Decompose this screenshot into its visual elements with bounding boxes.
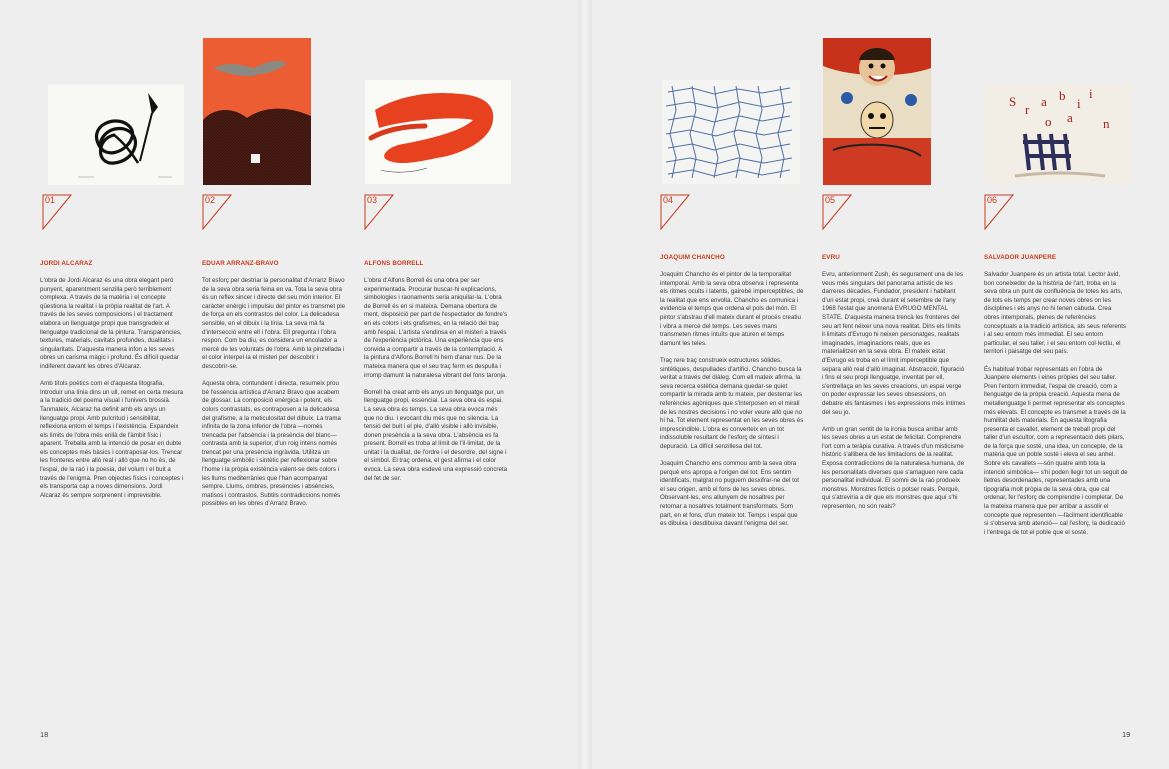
artist-name: EDUAR ARRANZ-BRAVO <box>202 260 279 267</box>
artist-name: JORDI ALCARAZ <box>40 260 93 267</box>
artist-text-column <box>202 277 346 518</box>
page-number-left: 18 <box>40 730 49 739</box>
paragraph: Tot esforç per destriar la personalitat d'Arranz Bravo de la seva obra seria feina en va. Tota la seva obra és un reflex sincer i directe del seu món interior. El caràcter enèrgic i impulsiu del pintor es transmet ple de força en els contrastos del color. La delicadesa sensible, en el dibuix i la línia. La seva mà fa d'intersecció entre ell i l'obra. Ell pregunta i l'obra respon. Com ba diu, es considera un encolador a mercè de les voluntats de l'obra. Amb la pinzellada i el color interpel·la el misteri per descobrir i descobrir-se. <box>202 277 346 370</box>
entry-number-01: 01 <box>42 194 72 230</box>
artwork-letter: r <box>1025 102 1030 117</box>
artwork-letter: S <box>1009 94 1017 109</box>
paragraph: Joaquim Chancho és el pintor de la temporalitat intemporal. Amb la seva obra observa i representa els ritmes ocults i latents, gairebé imperceptibles, de la realitat que ens envolta. Chancho es comunica i evidencia el temps que ordena el pols del món. El pintor s'abstrau d'ell mateix durant el procés creatiu i vibra a mercè del temps. Les seves mans transmeten ritmes intuïts que aturen el temps damunt les teles. <box>660 271 804 347</box>
entry-number-02: 02 <box>202 194 232 230</box>
entry-number-03: 03 <box>364 194 394 230</box>
artist-text-column <box>984 271 1128 546</box>
entry-number-06: 06 <box>984 194 1014 230</box>
artwork-letter: i <box>1089 86 1093 101</box>
paragraph: Aquesta obra, contundent i directa, resumeix prou bé l'essència artística d'Arranz Bravo que acabem de glossar. La composició enèrgica i potent, els colors contrastats, es contraposen a la delicadesa del grafisme, a la meticulositat del dibuix. La trama infinita de la zona inferior de l'obra —només trencada per l'absència i la presència del blanc— contrasta amb la superior, d'un roig intens només trencat per una presència ingràvida. Utilitza un llenguatge simbòlic i sintètic per reflexionar sobre l'home i la pròpia existència valent-se dels colors i les llums mediterrànies que l'han acompanyat sempre. Llums, ombres, presències i absències, matisos i contrastos. Subtils contradiccions només possibles en les obres d'Arranz Bravo. <box>202 380 341 508</box>
artwork-letter: n <box>1103 116 1110 131</box>
paragraph: Amb un gran sentit de la ironia busca arribar amb les seves obres a un estat de felicitat. Comprendre l'ort com a teràpia curativa. A través d'un misticisme històric s'allibera de les limitacions de la realitat. Exposa contradiccions de la naturalesa humana, de les personalitats diverses que s'amaguen rere cada personalitat individual. El somni de la raó produeix monstres. Monstres fictícis o potser reals. Perquè, qui s'atreviria a dir que els monstres que aquí s'hi representen, no són reals? <box>822 425 965 511</box>
artwork-letter: i <box>1077 96 1081 111</box>
paragraph: Joaquim Chancho ens commou amb la seva obra perquè ens apropa a l'origen del tot. Ens sentim identificats, malgrat no puguem desxifrar-ne del tot el seu origen, amb el fons de les seves obres. Observant-les, ens allunyem de nosaltres per retornar a nosaltres totalment transformats. Som part, en el fons, d'un mateix tot. Temps i espai que es dibuixa i desdibuixa davant l'enigma del ser. <box>660 460 799 528</box>
page-number-right: 19 <box>1122 730 1131 739</box>
artist-text-column <box>822 271 966 520</box>
artwork-03-thumbnail <box>365 80 511 184</box>
artist-text-column <box>40 277 184 509</box>
paragraph: Traç rere traç construeix estructures sòlides, sintètiques, despullades d'artifici. Chancho busca la veritat a través del diàleg. Com ell mateix afirma, la seva recerca estètica demana quedar-se quiet compartir la mirada amb tu mateix, per desterrar les referències agòniques que s'interposen en el mirall de les nostres decisions i no voler veure allò que no hi ha. Tot element representat en les seves obres és imprescindible. L'obra es converteix en un tot indissoluble resultant de l'esforç de síntesi i depuració. La difícil senzillesa del tot. <box>660 356 804 450</box>
red-abstract-artwork-icon <box>203 38 311 185</box>
artist-text-column <box>364 277 508 492</box>
scribble-artwork-icon <box>48 85 184 185</box>
paragraph: L'obra d'Alfons Borrell és una obra per ser experimentada. Procurar buscar-hi explicacions, simbologies i raonaments seria aniquilar-la. L'obra de Borrell és en si mateixa. Demana obertura de ment, disposició per part de l'espectador de fondre's en els colors i els grafismes, en la relació del traç amb l'espai. L'artista s'endinsa en el misteri a través de l'experiència pictòrica. Una experiència que ens convida a compartir a través de la contemplació. A la pintura d'Alfons Borrell hi hem d'anar nus. De la mateixa manera que el seu traç ferm es despulla i irromp damunt la naturalesa vibrant del fons taronja. <box>364 277 508 379</box>
paragraph: Salvador Juanpere és un artista total. Lector àvid, bon coneixedor de la història de l'art, troba en la seva obra un punt de confluència de totes les arts, de tots els temps per crear noves obres on les disciplines i els anys no hi tenen cabuda. Crea obres intemporals, plenes de referències conceptuals a la tradició artística, als seus referents i al seu entorn més immediat. El seu entorn particular, el seu taller, i el seu entorn col·lectiu, el territori i paisatge del seu país. <box>984 271 1127 356</box>
artist-name: EVRU <box>822 254 840 261</box>
juanpere-easels-artwork-icon <box>985 84 1131 184</box>
orange-brushstroke-artwork-icon <box>365 80 511 184</box>
artist-text-column <box>660 271 804 537</box>
grid-lines-artwork-icon <box>662 80 800 184</box>
artwork-letter: b <box>1059 88 1066 103</box>
artwork-01-thumbnail <box>48 85 184 185</box>
artist-name: ALFONS BORRELL <box>364 260 424 267</box>
artwork-letter: a <box>1041 94 1047 109</box>
artist-name: SALVADOR JUANPERE <box>984 254 1057 261</box>
artwork-02-thumbnail <box>203 38 311 185</box>
page-gutter <box>578 0 592 769</box>
paragraph: Amb títols poètics com el d'aquesta litografia, Introduir una línia dins un ull, remet en certa mesura a la tradició del poema visual i l'univers brossià. Tanmateix, Alcaraz ha definit amb els anys un llenguatge propi. Amb pulcritud i sensibilitat, reflexiona entorn el temps i l'existència. Expandeix els límits de l'obra més enllà de l'àmbit físic i aparent. Treballa amb la intenció de posar en dubte els conceptes més bàsics i contraposar-los. Trencar les fronteres entre allò real i allò que no ho és, de l'espai, de la raó i la poesia, del volum i el buit a través de l'enigma. Pren objectes físics i conceptes i els transporta cap a noves dimensions. Jordi Alcaraz és sempre sorprenent i imprevisible. <box>40 380 184 499</box>
artwork-05-thumbnail <box>823 38 931 185</box>
artist-name: JOAQUIM CHANCHO <box>660 254 725 261</box>
evru-figure-artwork-icon <box>823 38 931 185</box>
artwork-letter: o <box>1045 114 1052 129</box>
paragraph: L'obra de Jordi Alcaraz és una obra elegant però punyent, aparentment senzilla però terriblement complexa. A través de la matèria i el concepte qüestiona la realitat i la pròpia realitat de l'art. A través de les seves composicions i el tractament elabora un llenguatge propi que transgredeix el llenguatge tradicional de la pintura. Transparències, textures, materials, cavitats profundes, dualitats i singularitats. D'aquesta manera infon a les seves obres un carisma màgic i profund. És difícil quedar indiferent davant les obres d'Alcaraz. <box>40 277 182 370</box>
artwork-06-thumbnail <box>985 84 1131 184</box>
entry-number-04: 04 <box>660 194 690 230</box>
artwork-letter: a <box>1067 110 1073 125</box>
paragraph: Borrell ha creat amb els anys un llenguatge pur, un llenguatge propi, essencial. La seva obra és espai. La seva obra és temps. La seva obra evoca més que no diu. I evocant diu més que no silencia. La tensió del buit i el ple, d'allò visible i allò invisible, donen presència a la seva obra. L'absència es fa present. Borrell es troba al límit de l'il·limitat, de la unitat i la dualitat, de l'ordre i el desordre, del signe i el símbol. El traç ordena, el gest afirma i el color evoca. La seva obra esdevé una expressió concreta del fet de ser. <box>364 388 508 482</box>
paragraph: Evru, anteriorment Zush, és segurament una de les veus més singulars del panorama artístic de les darreres dècades. Fundador, president i habitant d'un estat propi, creà durant el setembre de l'any 1968 l'estat que anomenà EVRUGO MENTAL STATE. D'aquesta manera trencà les fronteres del seu art fent néixer una nova realitat. Dins els límits il·limitats d'Evrugo hi neixen personatges, realitats imaginades, imaginacions reals, que es materialitzen en la seva obra. El mateix estat d'Evrugo es troba en el límit imperceptible que separa allò real d'allò imaginat. Abstracció, figuració i fins el seu propi llenguatge, inventat per ell, s'entrellaça en les seves creacions, un espai verge on poder expressar les seves obsessions, on debatre els fantasmes i les expressions més íntimes del seu jo. <box>822 271 966 416</box>
paragraph: És habitual trobar representats en l'obra de Juanpere elements i eines pròpies del seu taller. Pren l'entorn immediat, l'espai de creació, com a llenguatge de la pròpia creació. Aquesta mena de metallenguatge li permet representar els conceptes més elevats. El concepte es transmet a través de la humilitat dels materials. En aquesta litografia presenta el cavallet, element de treball propi del taller d'un escultor, com a representació dels pilars, de la força que sosté, una idea, un concepte, de la matèria que un poble sosté i eleva el seu anhel. Sobre els cavallets —són quatre amb tota la intenció simbòlica— s'hi poden llegir tot un seguit de lletres desordenades, representades amb una tipografia molt pròpia de la seva obra, que cal ordenar, fer l'esforç de comprendre i completar. De la mateixa manera que per arribar a assolir el concepte que representen —fàcilment identificable si s'observa amb atenció— cal l'esforç, la dedicació i l'entrega de tot el poble que el sosté. <box>984 365 1128 536</box>
entry-number-05: 05 <box>822 194 852 230</box>
artwork-04-thumbnail <box>662 80 800 184</box>
